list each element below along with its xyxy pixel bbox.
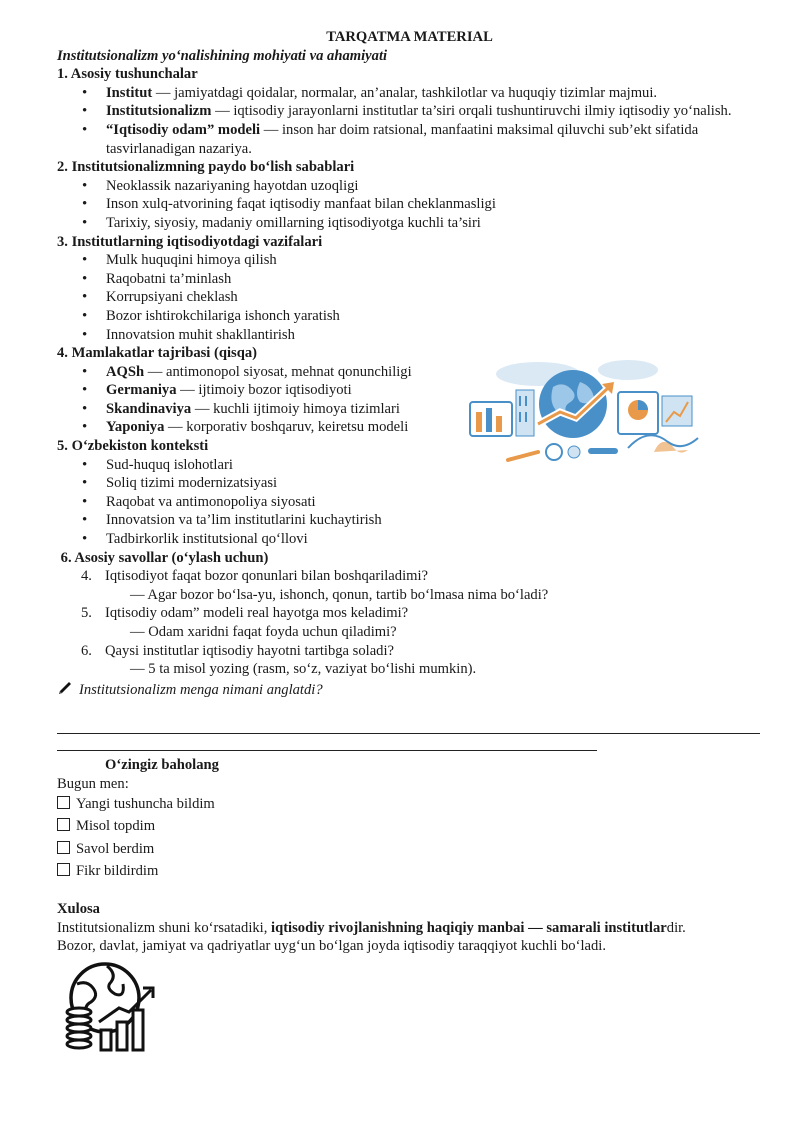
description: — ijtimoiy bozor iqtisodiyoti (176, 382, 352, 399)
list-item: • Tadbirkorlik institutsional qo‘llovi (57, 530, 762, 549)
list-item: • Bozor ishtirokchilariga ishonch yaratish (57, 307, 762, 326)
checkbox-item[interactable] (57, 860, 762, 882)
term: Institutsionalizm (106, 103, 212, 120)
list-item: • Mulk huquqini himoya qilish (57, 251, 762, 270)
question-number: 5. (81, 605, 92, 622)
checkbox-label: Fikr bildirdim (76, 863, 159, 880)
question-item (57, 567, 762, 604)
section-3-list (57, 251, 762, 344)
list-item: • Raqobatni ta’minlash (57, 270, 762, 289)
section-1-list (57, 84, 762, 158)
question-hint: — Odam xaridni faqat foyda uchun qiladimi? (130, 624, 397, 640)
list-item (57, 418, 437, 437)
question-hint: — Agar bozor bo‘lsa-yu, ishonch, qonun, tartib bo‘lmasa nima bo‘ladi? (130, 586, 549, 603)
question-number: 4. (81, 568, 92, 585)
checkbox[interactable] (57, 863, 70, 876)
section-2-heading: 2. Institutsionalizmning paydo bo‘lish sabablari (57, 159, 355, 176)
conclusion (57, 900, 762, 956)
country: AQSh (106, 363, 145, 380)
conclusion-line-2: Bozor, davlat, jamiyat va qadriyatlar uyg‘un bo‘lgan joyda iqtisodiy taraqqiyot kuchli bo‘ladi. (57, 938, 606, 955)
checkbox[interactable] (57, 841, 70, 854)
self-assessment-title: O‘zingiz baholang (105, 757, 219, 773)
checkbox-label: Misol topdim (76, 818, 156, 835)
section-4-list (57, 363, 437, 437)
term: “Iqtisodiy odam” modeli (106, 121, 261, 138)
country: Skandinaviya (106, 400, 192, 417)
question-line (57, 567, 762, 586)
question-line (57, 642, 762, 661)
economy-growth-illustration (468, 352, 700, 472)
list-item (57, 84, 762, 103)
list-item: • Innovatsion va ta’lim institutlarini kuchaytirish (57, 511, 762, 530)
term: Institut (106, 84, 153, 101)
section-5-heading: 5. O‘zbekiston konteksti (57, 438, 209, 455)
question-hint: — 5 ta misol yozing (rasm, so‘z, vaziyat bo‘lishi mumkin). (130, 661, 477, 678)
self-assessment (57, 756, 762, 882)
checkbox-item[interactable] (57, 793, 762, 815)
list-item (57, 400, 437, 419)
section-3-heading: 3. Institutlarning iqtisodiyotdagi vazifalari (57, 233, 323, 250)
country: Yaponiya (106, 419, 165, 436)
checkbox-item[interactable] (57, 815, 762, 837)
question-line (57, 604, 762, 623)
question-number: 6. (81, 642, 92, 659)
list-item: • Inson xulq-atvorining faqat iqtisodiy manfaat bilan cheklanmasligi (57, 195, 762, 214)
description: — antimonopol siyosat, mehnat qonunchiligi (144, 363, 412, 380)
list-item: • Korrupsiyani cheklash (57, 288, 762, 307)
section-1-heading: 1. Asosiy tushunchalar (57, 66, 198, 83)
pencil-icon (57, 680, 73, 702)
question-text: Iqtisodiyot faqat bozor qonunlari bilan boshqariladimi? (105, 568, 429, 585)
list-item: • Innovatsion muhit shakllantirish (57, 326, 762, 345)
page-title: TARQATMA MATERIAL (326, 29, 493, 45)
list-item: • Neoklassik nazariyaning hayotdan uzoqligi (57, 177, 762, 196)
checkbox-label: Savol berdim (76, 840, 155, 857)
list-item (57, 381, 437, 400)
reflection-row (57, 680, 762, 702)
checkbox[interactable] (57, 818, 70, 831)
checkbox-item[interactable] (57, 838, 762, 860)
list-item (57, 121, 762, 158)
reflection-prompt: Institutsionalizm menga nimani anglatdi? (79, 682, 323, 699)
conclusion-line-1 (57, 919, 762, 938)
question-text: Iqtisodiy odam” modeli real hayotga mos keladimi? (105, 605, 409, 622)
self-assessment-intro: Bugun men: (57, 775, 129, 792)
list-item (57, 102, 762, 121)
checkbox[interactable] (57, 796, 70, 809)
list-item: • Raqobat va antimonopoliya siyosati (57, 493, 762, 512)
conclusion-emphasis: iqtisodiy rivojlanishning haqiqiy manbai — samarali institutlar (271, 919, 667, 936)
question-item (57, 642, 762, 679)
list-item: • Sud-huquq islohotlari (57, 456, 762, 475)
page-subtitle: Institutsionalizm yo‘nalishining mohiyati va ahamiyati (57, 47, 388, 64)
answer-line-1 (57, 733, 760, 734)
definition: — iqtisodiy jarayonlarni institutlar ta’siri orqali tushuntiruvchi ilmiy iqtisodiy yo‘nalish. (211, 103, 732, 120)
answer-line-2 (57, 750, 597, 751)
section-4-heading: 4. Mamlakatlar tajribasi (qisqa) (57, 345, 257, 362)
description: — kuchli ijtimoiy himoya tizimlari (191, 400, 400, 417)
question-list (57, 567, 762, 679)
conclusion-title: Xulosa (57, 901, 100, 917)
checkbox-label: Yangi tushuncha bildim (76, 796, 215, 813)
section-2-list (57, 177, 762, 233)
definition: — inson har doim ratsional, manfaatini maksimal qiluvchi sub’ekt sifatida tasvirlanadigan nazariya. (106, 121, 699, 157)
list-item: • Soliq tizimi modernizatsiyasi (57, 474, 762, 493)
section-6-heading: 6. Asosiy savollar (o‘ylash uchun) (57, 549, 269, 566)
conclusion-suffix: dir. (666, 919, 686, 936)
description: — korporativ boshqaruv, keiretsu modeli (164, 419, 409, 436)
list-item: • Tarixiy, siyosiy, madaniy omillarning iqtisodiyotga kuchli ta’siri (57, 214, 762, 233)
globe-finance-icon (63, 960, 157, 1054)
country: Germaniya (106, 382, 177, 399)
list-item (57, 363, 437, 382)
question-item (57, 604, 762, 641)
conclusion-text: Institutsionalizm shuni ko‘rsatadiki, (57, 919, 272, 936)
definition: — jamiyatdagi qoidalar, normalar, an’analar, tashkilotlar va huquqiy tizimlar majmui. (152, 84, 658, 101)
question-text: Qaysi institutlar iqtisodiy hayotni tartibga soladi? (105, 642, 394, 659)
